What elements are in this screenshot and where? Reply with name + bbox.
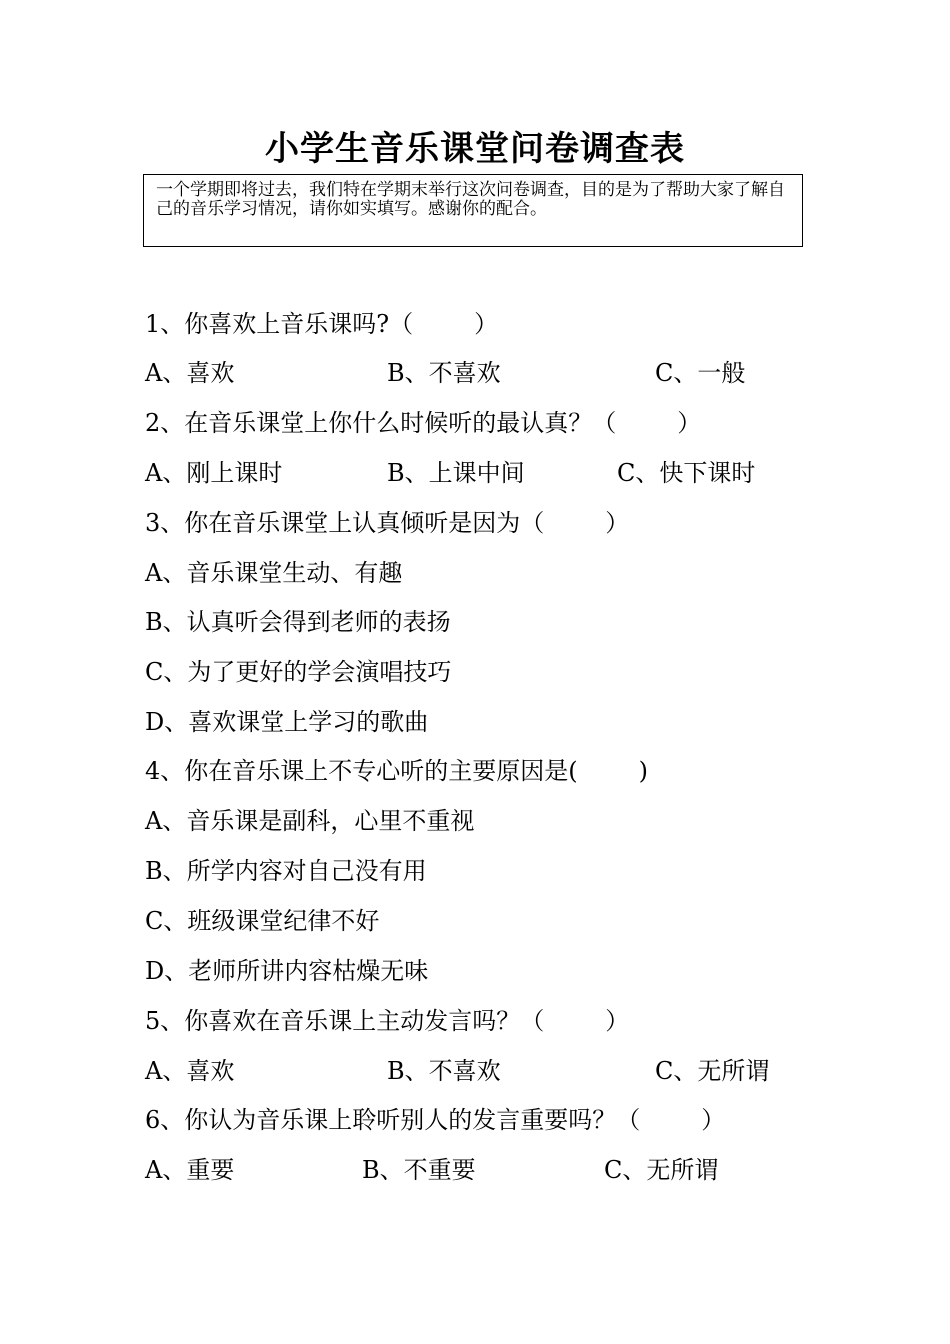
q5-option-a: A、喜欢: [145, 1057, 235, 1085]
q1-option-a: A、喜欢: [145, 359, 235, 387]
q4-option-c: C、班级课堂纪律不好: [145, 907, 380, 935]
q6-option-b: B、不重要: [362, 1156, 476, 1184]
question-5: 5、你喜欢在音乐课上主动发言吗？（ ）: [145, 1007, 630, 1035]
q6-option-c: C、无所谓: [604, 1156, 719, 1184]
q3-option-a: A、音乐课堂生动、有趣: [145, 559, 403, 587]
q6-option-a: A、重要: [145, 1156, 235, 1184]
q3-option-c: C、为了更好的学会演唱技巧: [145, 658, 452, 686]
intro-text: 一个学期即将过去，我们特在学期末举行这次问卷调查，目的是为了帮助大家了解自己的音乐学习情况，请你如实填写。感谢你的配合。: [156, 180, 785, 219]
q1-option-b: B、不喜欢: [387, 359, 501, 387]
question-4: 4、你在音乐课上不专心听的主要原因是( ): [145, 757, 649, 785]
q2-option-a: A、刚上课时: [145, 459, 283, 487]
q5-option-c: C、无所谓: [655, 1057, 770, 1085]
question-3: 3、你在音乐课堂上认真倾听是因为（ ）: [145, 509, 630, 537]
q2-option-b: B、上课中间: [387, 459, 525, 487]
q1-option-c: C、一般: [655, 359, 746, 387]
question-6: 6、你认为音乐课上聆听别人的发言重要吗？（ ）: [145, 1106, 726, 1134]
page-title: 小学生音乐课堂问卷调查表: [265, 129, 685, 169]
q4-option-a: A、音乐课是副科，心里不重视: [145, 807, 475, 835]
question-1: 1、你喜欢上音乐课吗?（ ）: [145, 310, 499, 338]
q3-option-d: D、喜欢课堂上学习的歌曲: [145, 708, 429, 736]
question-2: 2、在音乐课堂上你什么时候听的最认真？（ ）: [145, 409, 702, 437]
q4-option-b: B、所学内容对自己没有用: [145, 857, 427, 885]
q3-option-b: B、认真听会得到老师的表扬: [145, 608, 451, 636]
q4-option-d: D、老师所讲内容枯燥无味: [145, 957, 429, 985]
q2-option-c: C、快下课时: [617, 459, 756, 487]
intro-box: [143, 174, 803, 247]
q5-option-b: B、不喜欢: [387, 1057, 501, 1085]
